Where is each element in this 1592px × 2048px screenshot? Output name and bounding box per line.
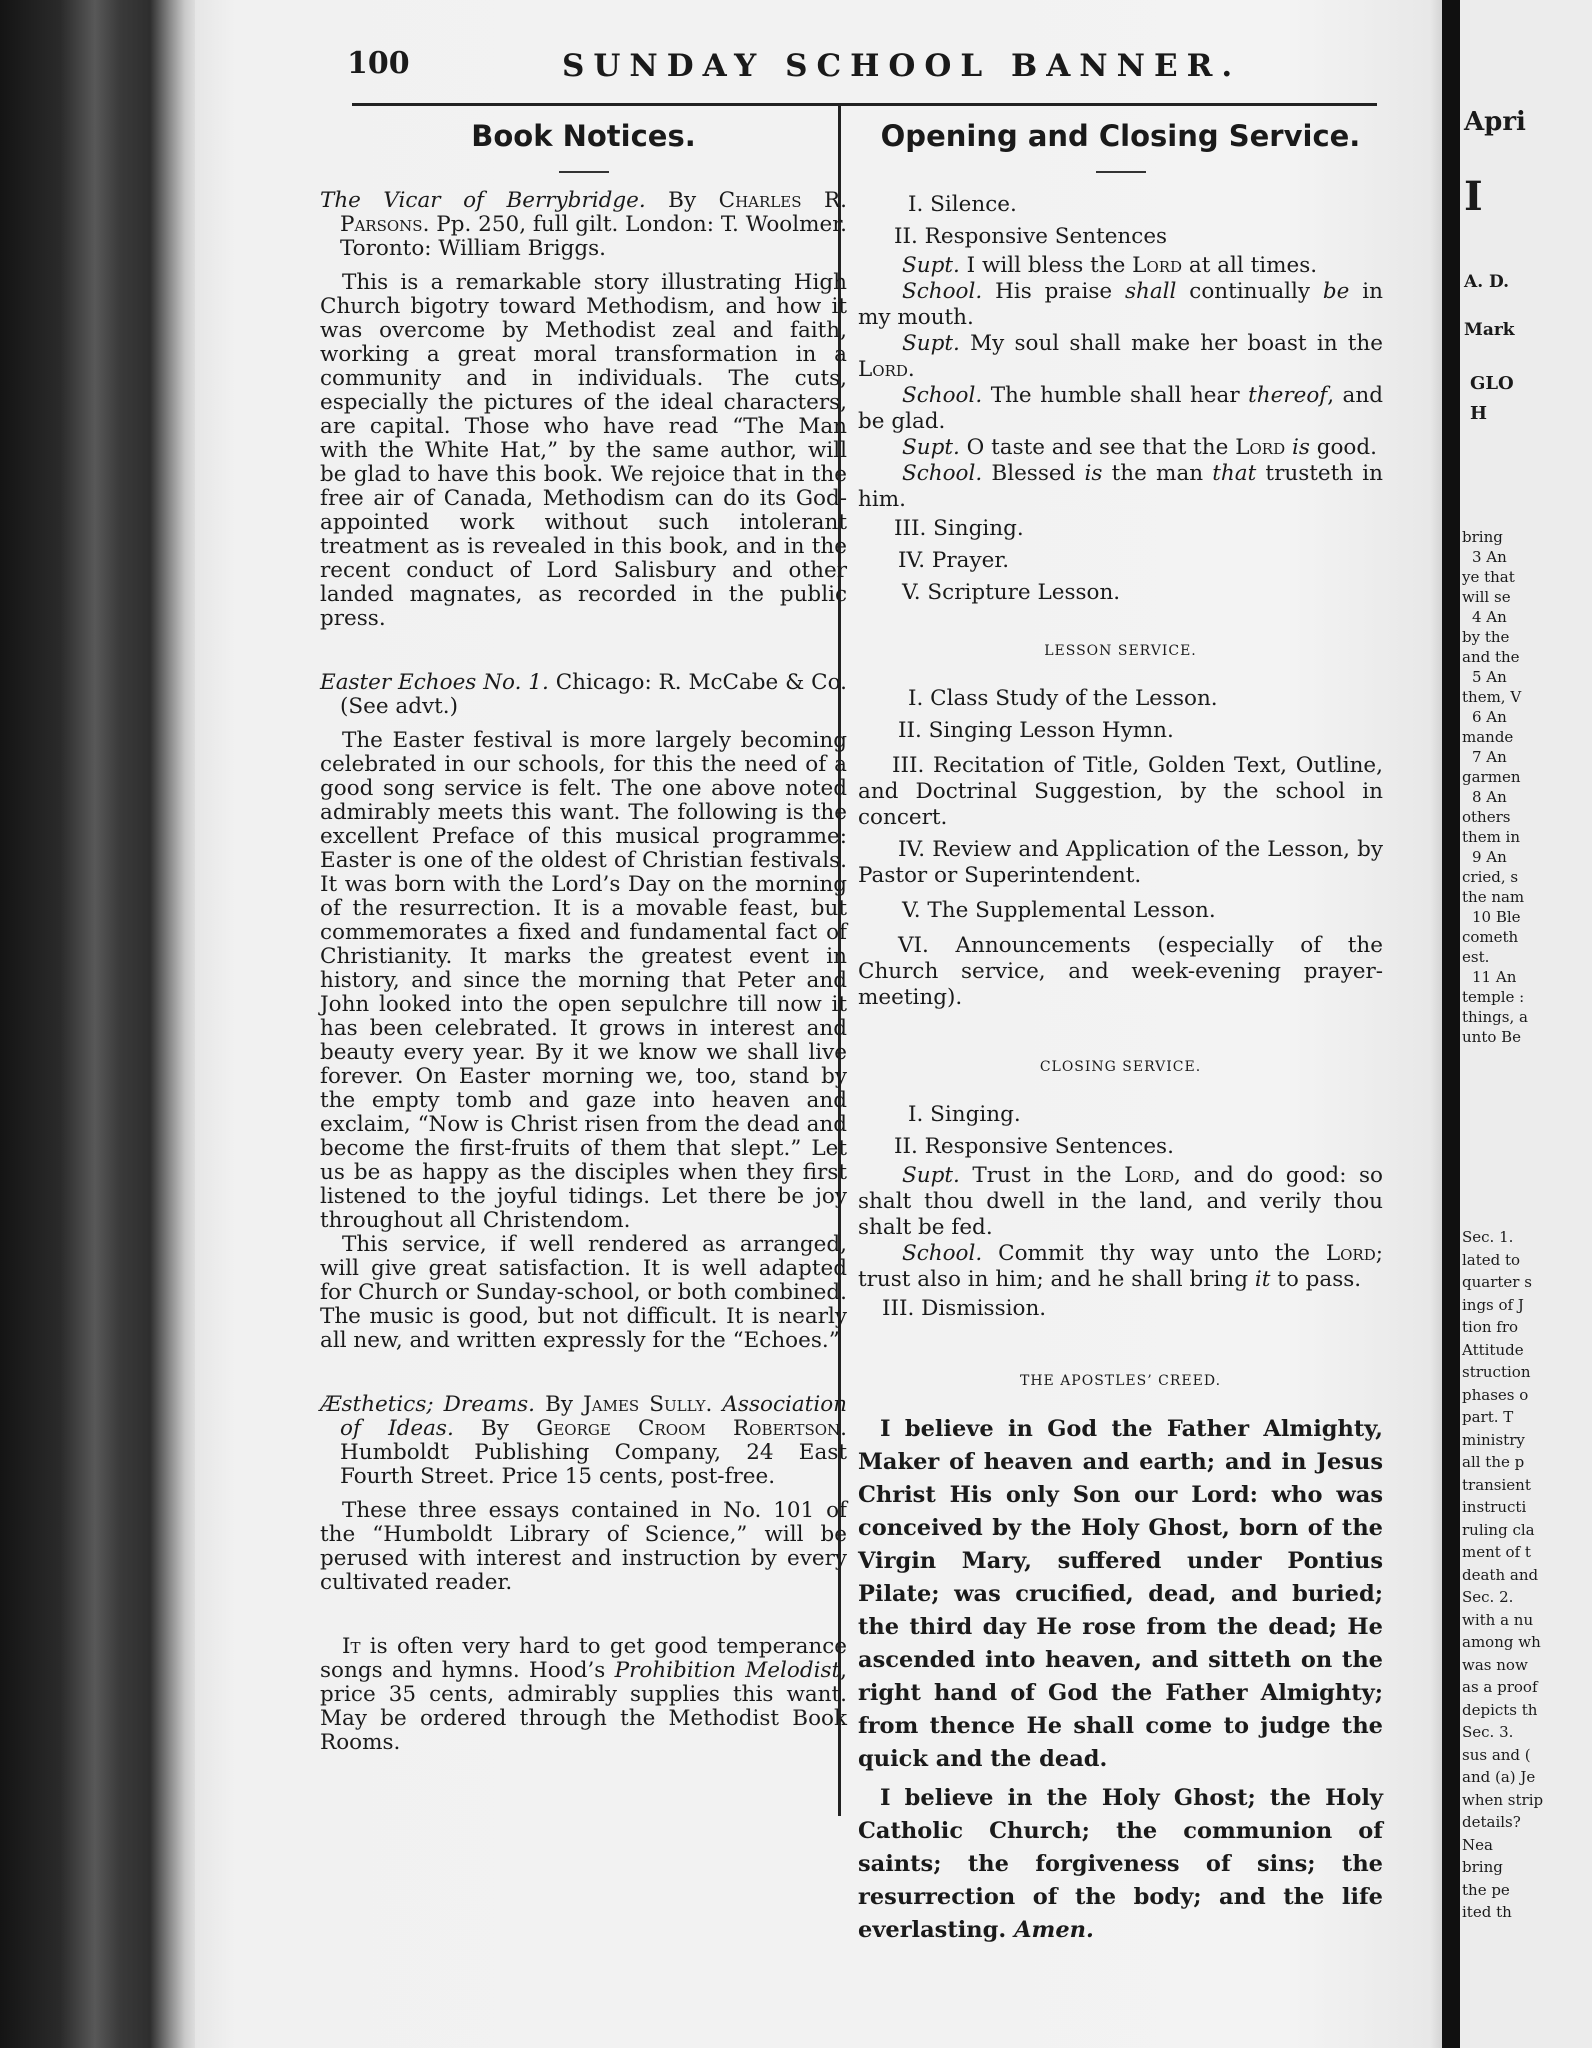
notice-text: This service, if well rendered as arranged, will give great satisfaction. It is well adapted for Church or Sunday-school, or both combined. The music is good, but not difficult. It is nearly all new, and written expressly for the “Echoes.” [320,1232,847,1353]
creed-heading: THE APOSTLES’ CREED. [1019,1373,1222,1389]
book-binding [0,0,200,2048]
edge-fragment: Attitude [1462,1340,1524,1359]
notice-text: These three essays contained in No. 101 of the “Humboldt Library of Science,” will be perused with interest and instruction by every cultivated reader. [320,1498,847,1595]
right-column [858,115,1383,1947]
book-notices-title: Book Notices. [471,119,696,153]
edge-fragment: Nea [1462,1835,1493,1854]
edge-fragment: and (a) Je [1462,1768,1536,1786]
service-item: II. Responsive Sentences. [894,1134,1174,1159]
edge-fragment: death and [1462,1565,1539,1584]
edge-fragment: 4 An [1472,608,1507,626]
edge-fragment: Sec. 1. [1462,1228,1514,1246]
responsive-sentence: School. Commit thy way unto the Lord; trust also in him; and he shall bring it to pass. [858,1241,1383,1292]
edge-fragment: garmen [1462,768,1521,786]
responsive-sentence: Supt. My soul shall make her boast in the Lord. [858,331,1383,382]
service-item: III. Recitation of Title, Golden Text, Outline, and Doctrinal Suggestion, by the school in concert. [858,753,1383,830]
edge-fragment: instructi [1462,1498,1527,1516]
edge-fragment: and the [1462,648,1520,666]
edge-fragment: mande [1462,728,1514,746]
responsive-sentence: Supt. Trust in the Lord, and do good: so shalt thou dwell in the land, and verily thou shalt be fed. [858,1163,1383,1240]
edge-fragment: 10 Ble [1472,908,1521,926]
responsive-sentence: School. Blessed is the man that trusteth in him. [858,461,1383,512]
edge-fragment: depicts th [1462,1700,1538,1719]
edge-fragment: ment of t [1462,1543,1531,1561]
next-page-edge [1460,0,1592,2048]
edge-fragment: GLO [1470,373,1514,394]
edge-fragment: ited th [1462,1903,1512,1921]
title-rule [1096,171,1146,173]
edge-fragment: quarter s [1462,1273,1532,1291]
edge-fragment: 9 An [1472,848,1507,866]
edge-fragment: A. D. [1464,272,1510,292]
edge-fragment: I [1464,173,1483,220]
edge-fragment: was now [1462,1655,1528,1674]
edge-fragment: H [1470,403,1488,424]
service-title: Opening and Closing Service. [880,119,1361,153]
edge-fragment: by the [1462,628,1510,646]
lesson-service-heading: LESSON SERVICE. [1044,643,1197,659]
edge-fragment: est. [1462,948,1490,966]
header-rule [352,103,1377,106]
title-rule [559,171,609,173]
edge-fragment: bring [1462,528,1503,546]
edge-fragment: 7 An [1472,748,1507,766]
edge-fragment: the nam [1462,888,1525,906]
responsive-sentence: School. His praise shall continually be in my mouth. [858,279,1384,330]
edge-fragment: as a proof [1462,1678,1538,1696]
edge-fragment: 6 An [1472,708,1507,726]
edge-fragment: ruling cla [1462,1520,1535,1539]
edge-fragment: ministry [1462,1430,1525,1449]
edge-fragment: tion fro [1462,1318,1519,1336]
edge-fragment: the pe [1462,1880,1510,1899]
notice-text: The Easter festival is more largely becoming celebrated in our schools, for this the need of a good song service is felt. The one above noted admirably meets this want. The following is the excellent Preface of this musical programme: Easter is one of the oldest of Christian festivals. It was born with the Lord’s Day on the morning of the resurrection. It is a movable feast, but commemorates a fixed and fundamental fact of Christianity. It marks the greatest event in history, and since the morning that Peter and John looked into the open sepulchre till now it has been celebrated. It grows in interest and beauty every year. By it we know we shall live forever. On Easter morning we, too, stand by the empty tomb and gaze into heaven and exclaim, “Now is Christ risen from the dead and become the first-fruits of them that slept.” Let us be as happy as the disciples when they first listened to the joyful tidings. Let there be joy throughout all Christendom. [320,728,847,1233]
notice-text: This is a remarkable story illustrating High Church bigotry toward Methodism, and how it was overcome by Methodist zeal and faith, working a great moral transformation in a community and in individuals. The cuts, especially the pictures of the ideal characters, are capital. Those who have read “The Man with the White Hat,” by the same author, will be glad to have this book. We rejoice that in the free air of Canada, Methodism can do its God-appointed work without such intolerant treatment as is revealed in this book, and in the recent conduct of Lord Salisbury and other landed magnates, as recorded in the public press. [320,270,847,631]
edge-fragment: ye that [1462,568,1515,586]
service-item: III. Dismission. [882,1296,1047,1321]
creed-paragraph: I believe in God the Father Almighty, Maker of heaven and earth; and in Jesus Christ His only Son our Lord: who was conceived by the Holy Ghost, born of the Virgin Mary, suffered under Pontius Pilate; was crucified, dead, and buried; the third day He rose from the dead; He ascended into heaven, and sitteth on the right hand of God the Father Almighty; from thence He shall come to judge the quick and the dead. [858,1416,1383,1772]
edge-fragment: when strip [1462,1790,1544,1809]
edge-fragment: Mark [1464,320,1515,340]
edge-fragment: 3 An [1472,548,1507,566]
edge-fragment: Sec. 3. [1462,1723,1514,1741]
page-number: 100 [347,46,410,81]
edge-fragment: part. T [1462,1408,1514,1426]
edge-fragment: transient [1462,1475,1531,1494]
edge-fragment: phases o [1462,1385,1529,1404]
edge-fragment: temple : [1462,988,1525,1006]
edge-fragment: details? [1462,1813,1521,1831]
edge-fragment: all the p [1462,1453,1525,1471]
edge-fragment: Apri [1464,107,1526,137]
edge-fragment: lated to [1462,1250,1521,1269]
running-head: SUNDAY SCHOOL BANNER. [562,48,1242,84]
edge-fragment: sus and ( [1462,1745,1531,1764]
service-item: II. Singing Lesson Hymn. [898,718,1174,743]
edge-fragment: them in [1462,828,1521,846]
edge-fragment: them, V [1462,688,1522,706]
edge-fragment: things, a [1462,1008,1528,1026]
creed-paragraph: I believe in the Holy Ghost; the Holy Catholic Church; the communion of saints; the forgiveness of sins; the resurrection of the body; and the life everlasting. Amen. [858,1785,1383,1943]
service-item: I. Silence. [908,192,1017,217]
closing-service-heading: CLOSING SERVICE. [1039,1059,1202,1075]
notice-heading: Æsthetics; Dreams. By James Sully. Association of Ideas. By George Croom Robertson. Humboldt Publishing Company, 24 East Fourth Street. Price 15 cents, post-free. [320,1392,847,1489]
responsive-sentence: Supt. O taste and see that the Lord is good. [902,435,1377,460]
edge-fragment: 11 An [1472,968,1517,986]
service-item: IV. Review and Application of the Lesson, by Pastor or Superintendent. [858,837,1383,888]
edge-fragment: Sec. 2. [1462,1588,1514,1606]
edge-fragment: struction [1462,1363,1531,1381]
edge-fragment: others [1462,808,1511,826]
service-item: V. Scripture Lesson. [902,580,1121,605]
service-item: VI. Announcements (especially of the Church service, and week-evening prayer-meeting). [858,933,1383,1010]
service-item: V. The Supplemental Lesson. [902,898,1216,923]
notice-text: It is often very hard to get good temperance songs and hymns. Hood’s Prohibition Melodist, price 35 cents, admirably supplies this want. May be ordered through the Methodist Book Rooms. [320,1634,847,1755]
notice-heading: The Vicar of Berrybridge. By Charles R. Parsons. Pp. 250, full gilt. London: T. Woolmer. Toronto: William Briggs. [320,188,847,261]
service-item: II. Responsive Sentences [894,224,1168,249]
edge-fragment: ings of J [1462,1295,1524,1314]
left-column [320,115,847,1755]
notice-heading: Easter Echoes No. 1. Chicago: R. McCabe & Co. (See advt.) [320,670,847,719]
page-header [347,40,1387,90]
edge-fragment: with a nu [1462,1610,1534,1629]
service-item: III. Singing. [894,516,1024,541]
edge-fragment: bring [1462,1858,1503,1876]
edge-fragment: cried, s [1462,868,1519,886]
edge-fragment: unto Be [1462,1028,1522,1046]
edge-fragment: 8 An [1472,788,1507,806]
service-item: IV. Prayer. [898,548,1010,573]
responsive-sentence: School. The humble shall hear thereof, and be glad. [858,383,1383,434]
page-gutter [1442,0,1460,2048]
edge-fragment: cometh [1462,928,1519,946]
responsive-sentence: Supt. I will bless the Lord at all times. [902,253,1318,278]
service-item: I. Singing. [908,1102,1021,1127]
edge-fragment: among wh [1462,1633,1541,1651]
edge-fragment: will se [1462,588,1511,606]
edge-fragment: 5 An [1472,668,1507,686]
service-item: I. Class Study of the Lesson. [908,686,1218,711]
